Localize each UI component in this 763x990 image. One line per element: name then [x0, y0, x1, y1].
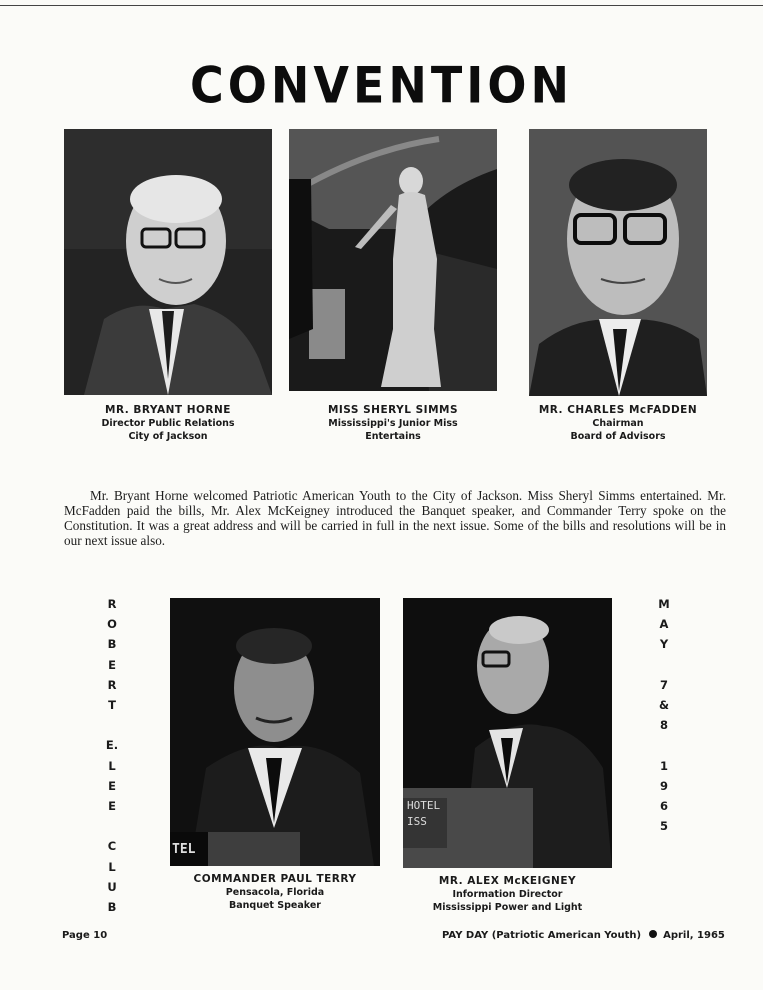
bullet-dot-icon: [649, 930, 657, 938]
caption-sheryl-simms: [289, 404, 497, 443]
photo-charles-mcfadden: [529, 129, 707, 396]
vertical-letter: B: [107, 900, 117, 914]
vertical-letter: &: [658, 698, 670, 712]
page-number: Page 10: [62, 930, 108, 941]
caption-name: MR. BRYANT HORNE: [105, 404, 231, 416]
caption-line: Mississippi's Junior Miss: [328, 418, 458, 429]
vertical-letter: O: [107, 617, 117, 632]
caption-line: Pensacola, Florida: [225, 887, 325, 898]
caption-charles-mcfadden: [519, 404, 717, 443]
photo-bryant-horne: [64, 129, 272, 395]
photo-alex-mckeigney: [403, 598, 612, 868]
vertical-letter: L: [108, 859, 116, 874]
vertical-letter: U: [107, 879, 117, 894]
vertical-letter: B: [107, 637, 117, 652]
body-paragraph: Mr. Bryant Horne welcomed Patriotic American Youth to the City of Jackson. Miss Sheryl Simms entertained. Mr. McFadden paid the bills, Mr. Alex McKeigney introduced the Banquet speaker, and Commander Terry spoke on the Constitution. It was a great address and will be carried in full in the next issue. Some of the bills and resolutions will be in our next issue also.: [64, 488, 726, 548]
caption-name: COMMANDER PAUL TERRY: [193, 873, 357, 885]
caption-line: Entertains: [365, 431, 421, 442]
vertical-letter: 6: [659, 799, 668, 813]
caption-alex-mckeigney: [403, 875, 612, 914]
vertical-letter: Y: [659, 637, 669, 652]
caption-name: MR. ALEX McKEIGNEY: [438, 875, 577, 887]
vertical-letter: A: [659, 617, 669, 632]
vertical-letter: 9: [659, 778, 668, 793]
vertical-letter: 5: [659, 819, 668, 834]
podium-sign: TEL: [172, 842, 196, 857]
vertical-letter: T: [108, 698, 116, 712]
page-title: CONVENTION: [190, 55, 573, 115]
caption-line: Mississippi Power and Light: [432, 902, 583, 913]
caption-bryant-horne: [64, 404, 272, 443]
caption-line: City of Jackson: [128, 431, 208, 442]
vertical-letter: E: [108, 657, 116, 672]
photo-paul-terry: [170, 598, 380, 866]
photo-sheryl-simms: [289, 129, 497, 391]
publication-name: PAY DAY (Patriotic American Youth): [442, 930, 642, 941]
vertical-letter: E: [108, 799, 116, 813]
vertical-letter: 1: [659, 758, 668, 773]
caption-line: Director Public Relations: [101, 418, 235, 429]
publication-footer: [442, 930, 725, 941]
vertical-letter: 7: [659, 677, 668, 692]
vertical-letter: 8: [659, 718, 668, 733]
caption-line: Information Director: [452, 889, 563, 900]
vertical-letter: R: [107, 597, 117, 611]
vertical-letter: E: [108, 778, 116, 793]
publication-date: April, 1965: [663, 930, 725, 941]
vertical-letter: C: [107, 839, 117, 854]
caption-name: MISS SHERYL SIMMS: [327, 404, 459, 416]
vertical-letter: R: [107, 677, 117, 692]
caption-paul-terry: [170, 873, 380, 912]
caption-name: MR. CHARLES McFADDEN: [538, 404, 698, 416]
podium-sign: HOTEL ISS: [407, 799, 441, 828]
caption-line: Board of Advisors: [570, 431, 666, 442]
vertical-letter: L: [108, 758, 116, 773]
top-rule: [0, 5, 763, 6]
caption-line: Chairman: [592, 418, 644, 429]
vertical-letter: E.: [105, 738, 119, 753]
caption-line: Banquet Speaker: [229, 900, 321, 911]
vertical-letter: M: [658, 597, 670, 611]
